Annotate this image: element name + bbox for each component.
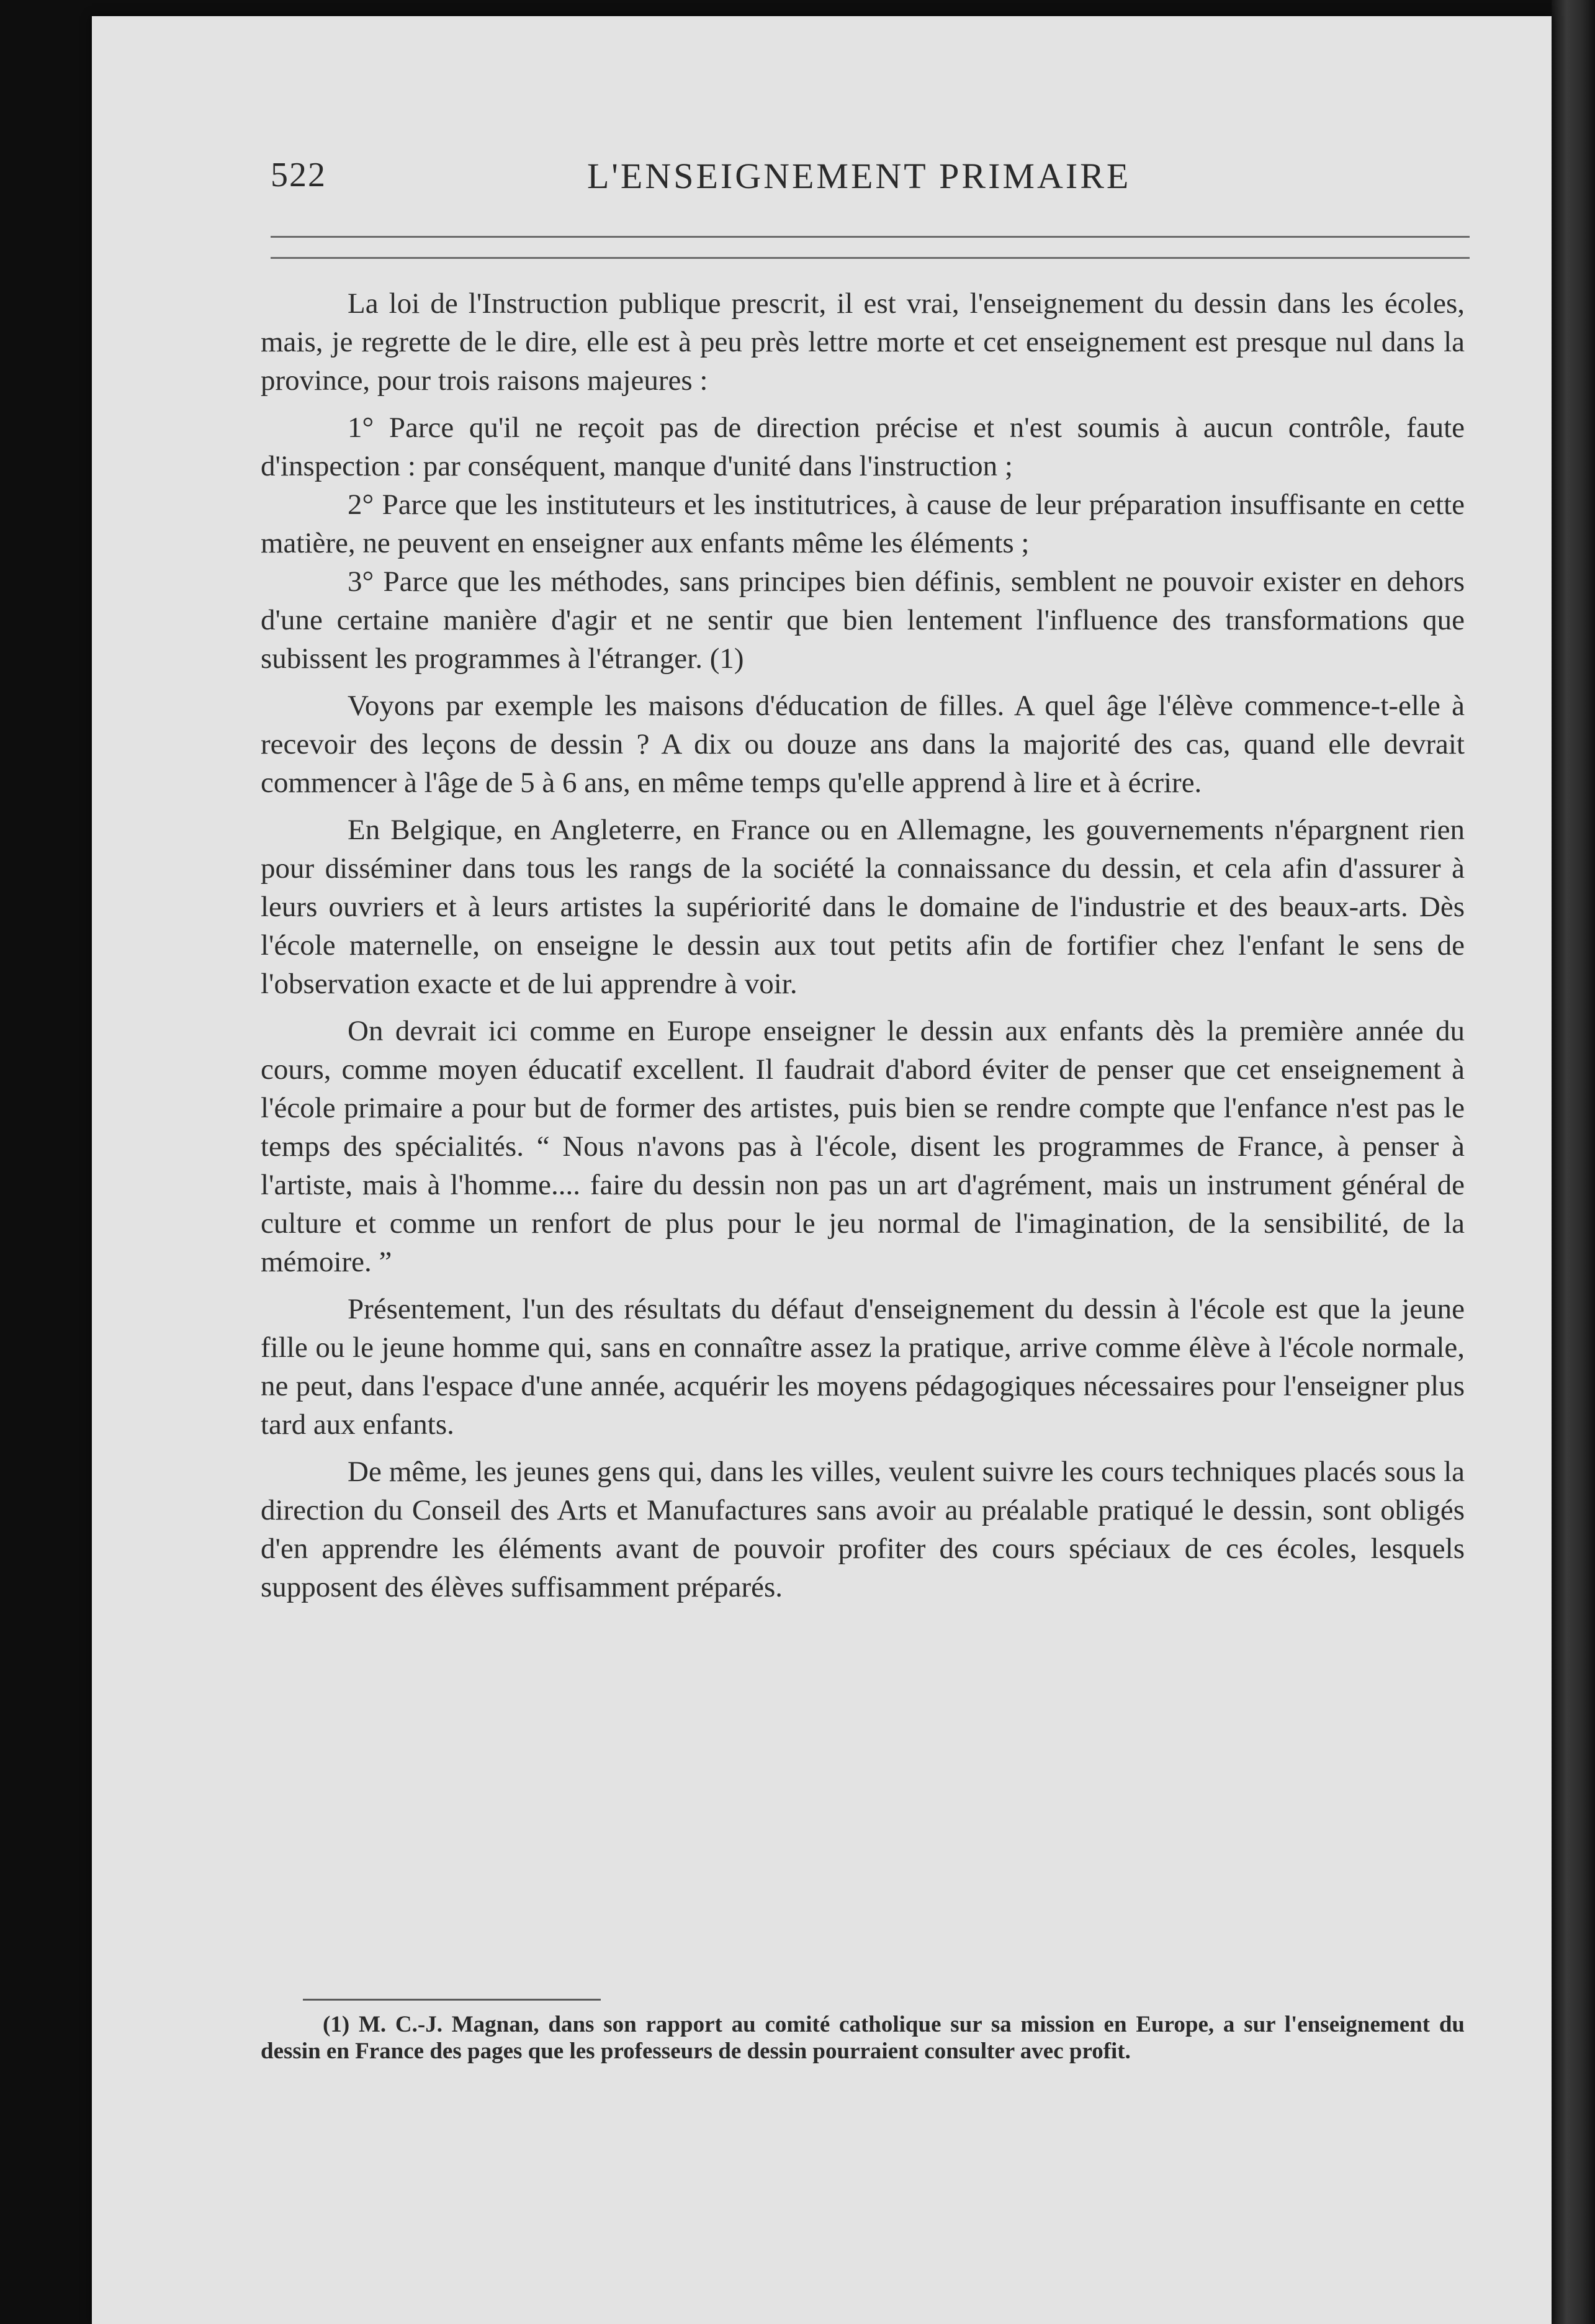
- paragraph: Voyons par exemple les maisons d'éducation de filles. A quel âge l'élève commence-t-elle à recevoir des leçons de dessin ? A dix ou douze ans dans la majorité des cas, quand elle devrait commencer à l'âge de 5 à 6 ans, en même temps qu'elle apprend à lire et à écrire.: [261, 690, 1465, 799]
- paragraph-intro: La loi de l'Instruction publique prescrit, il est vrai, l'enseignement du dessin dans les écoles, mais, je regrette de le dire, elle est à peu près lettre morte et cet enseignement est presque nul dans la province, pour trois raisons majeures :: [261, 287, 1465, 397]
- footnote: [261, 2011, 1465, 2065]
- footnote-rule: [303, 1999, 601, 2001]
- page-header: [271, 155, 1475, 211]
- book-spine: [1552, 0, 1595, 2324]
- paragraph: On devrait ici comme en Europe enseigner le dessin aux enfants dès la première année du cours, comme moyen éducatif excellent. Il faudrait d'abord éviter de penser que cet enseignement à l'école primaire a pour but de former des artistes, puis bien se rendre compte que l'enfance n'est pas le temps des spécialités. “ Nous n'avons pas à l'école, disent les programmes de France, à penser à l'artiste, mais à l'homme.... faire du dessin non pas un art d'agrément, mais un instrument général de culture et comme un renfort de plus pour le jeu normal de l'imagination, de la sensibilité, de la mémoire. ”: [261, 1015, 1465, 1278]
- body-text: [261, 284, 1465, 1615]
- header-rule-top: [271, 236, 1470, 238]
- paragraph: En Belgique, en Angleterre, en France ou en Allemagne, les gouvernements n'épargnent rien pour disséminer dans tous les rangs de la société la connaissance du dessin, et cela afin d'assurer à leurs ouvriers et à leurs artistes la supériorité dans le domaine de l'industrie et des beaux-arts. Dès l'école maternelle, on enseigne le dessin aux tout petits afin de fortifier chez l'enfant le sens de l'observation exacte et de lui apprendre à voir.: [261, 814, 1465, 1000]
- list-item-1: 1° Parce qu'il ne reçoit pas de direction précise et n'est soumis à aucun contrôle, faute d'inspection : par conséquent, manque d'unité dans l'instruction ;: [261, 412, 1465, 482]
- list-item-2: 2° Parce que les instituteurs et les institutrices, à cause de leur préparation insuffisante en cette matière, ne peuvent en enseigner aux enfants même les éléments ;: [261, 489, 1465, 559]
- list-item-3: 3° Parce que les méthodes, sans principes bien définis, semblent ne pouvoir exister en dehors d'une certaine manière d'agir et ne sentir que bien lentement l'influence des transformations que subissent les programmes à l'étranger. (1): [261, 565, 1465, 675]
- header-rule-bottom: [271, 257, 1470, 259]
- page-number: 522: [271, 156, 326, 194]
- paragraph: Présentement, l'un des résultats du défaut d'enseignement du dessin à l'école est que la jeune fille ou le jeune homme qui, sans en connaître assez la pratique, arrive comme élève à l'école normale, ne peut, dans l'espace d'une année, acquérir les moyens pédagogiques nécessaires pour l'enseigner plus tard aux enfants.: [261, 1293, 1465, 1441]
- paragraph: De même, les jeunes gens qui, dans les villes, veulent suivre les cours techniques placés sous la direction du Conseil des Arts et Manufactures sans avoir au préalable pratiqué le dessin, sont obligés d'en apprendre les éléments avant de pouvoir profiter des cours spéciaux de ces écoles, lesquels supposent des élèves suffisamment préparés.: [261, 1456, 1465, 1603]
- running-title: L'ENSEIGNEMENT PRIMAIRE: [587, 156, 1131, 196]
- footnote-text: (1) M. C.-J. Magnan, dans son rapport au comité catholique sur sa mission en Europe, a sur l'enseignement du dessin en France des pages que les professeurs de dessin pourraient consulter avec profit.: [261, 2012, 1465, 2064]
